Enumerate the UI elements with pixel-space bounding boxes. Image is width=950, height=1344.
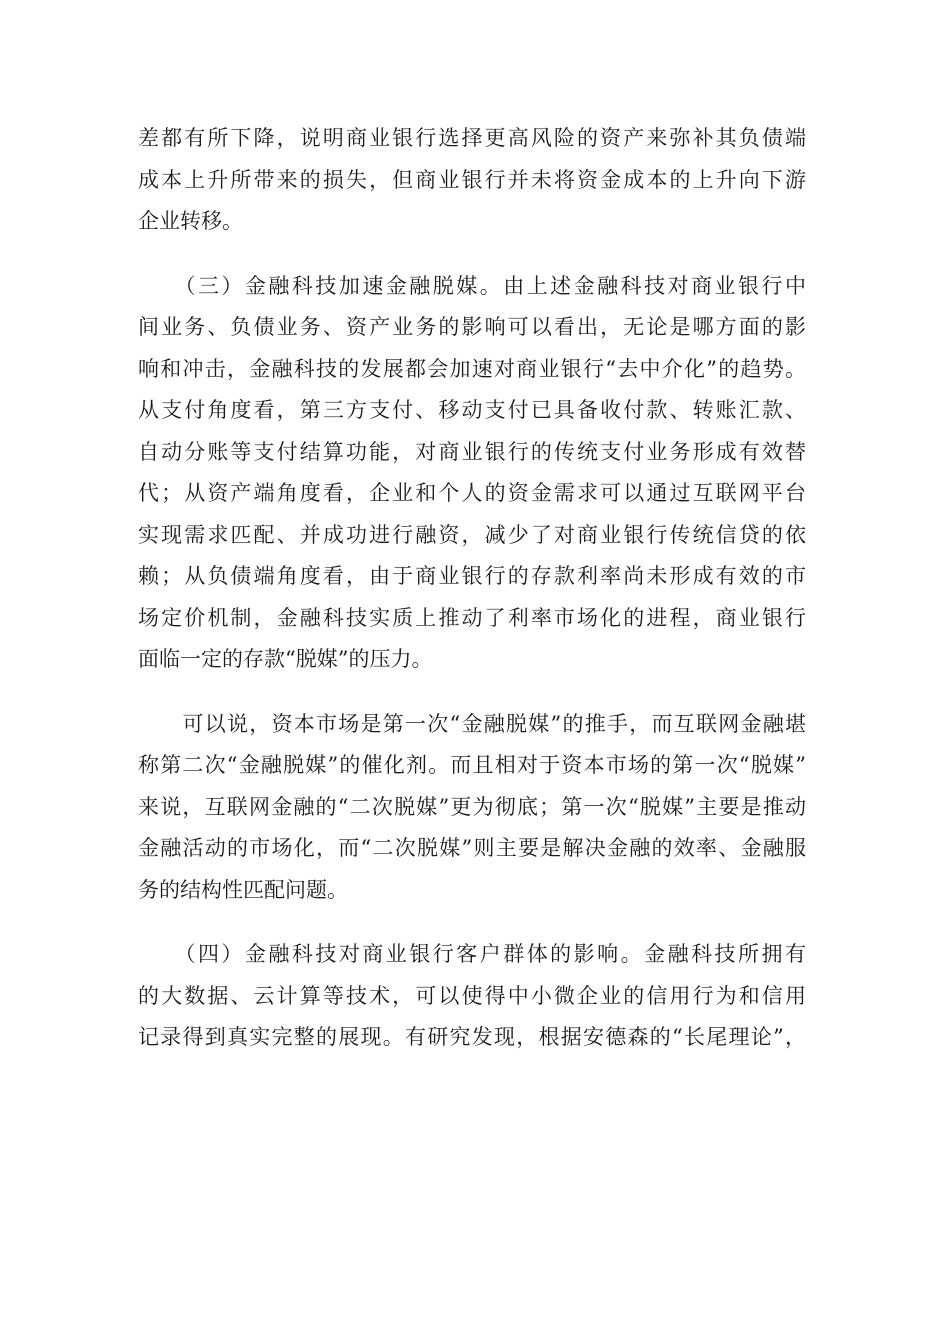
text-line: 务的结构性匹配问题。 bbox=[138, 877, 348, 902]
text-line: 自动分账等支付结算功能，对商业银行的传统支付业务形成有效替 bbox=[138, 439, 806, 464]
text-line: （四）金融科技对商业银行客户群体的影响。金融科技所拥有 bbox=[138, 942, 806, 966]
text-line: 企业转移。 bbox=[138, 209, 243, 233]
paragraph-3 bbox=[138, 704, 806, 912]
text-line: 间业务、负债业务、资产业务的影响可以看出，无论是哪方面的影 bbox=[138, 315, 806, 339]
text-line: 金融活动的市场化，而“二次脱媒”则主要是解决金融的效率、金融服 bbox=[138, 836, 806, 860]
text-line: 赖；从负债端角度看，由于商业银行的存款利率尚未形成有效的市 bbox=[138, 564, 806, 588]
paragraph-gap bbox=[138, 681, 806, 704]
text-line: 实现需求匹配、并成功进行融资，减少了对商业银行传统信贷的依 bbox=[138, 522, 806, 547]
text-line: 从支付角度看，第三方支付、移动支付已具备收付款、转账汇款、 bbox=[138, 398, 806, 422]
text-line: （三）金融科技加速金融脱媒。由上述金融科技对商业银行中 bbox=[138, 273, 806, 298]
paragraph-2 bbox=[138, 266, 806, 681]
text-line: 的大数据、云计算等技术，可以使得中小微企业的信用行为和信用 bbox=[138, 983, 806, 1008]
text-line: 差都有所下降，说明商业银行选择更高风险的资产来弥补其负债端 bbox=[138, 126, 806, 150]
text-line: 代；从资产端角度看，企业和个人的资金需求可以通过互联网平台 bbox=[138, 481, 806, 505]
paragraph-gap bbox=[138, 243, 806, 266]
text-line: 称第二次“金融脱媒”的催化剂。而且相对于资本市场的第一次“脱媒” bbox=[138, 753, 806, 777]
text-line: 可以说，资本市场是第一次“金融脱媒”的推手，而互联网金融堪 bbox=[138, 711, 806, 736]
text-line: 面临一定的存款“脱媒”的压力。 bbox=[138, 647, 433, 671]
text-line: 记录得到真实完整的展现。有研究发现，根据安德森的“长尾理论”， bbox=[138, 1025, 806, 1049]
document-body bbox=[138, 118, 806, 1059]
text-line: 场定价机制，金融科技实质上推动了利率市场化的进程，商业银行 bbox=[138, 605, 806, 630]
text-line: 响和冲击，金融科技的发展都会加速对商业银行“去中介化”的趋势。 bbox=[138, 356, 806, 381]
paragraph-gap bbox=[138, 911, 806, 934]
text-line: 成本上升所带来的损失，但商业银行并未将资金成本的上升向下游 bbox=[138, 167, 806, 192]
paragraph-4 bbox=[138, 934, 806, 1059]
text-line: 来说，互联网金融的“二次脱媒”更为彻底；第一次“脱媒”主要是推动 bbox=[138, 794, 806, 819]
paragraph-1 bbox=[138, 118, 806, 243]
